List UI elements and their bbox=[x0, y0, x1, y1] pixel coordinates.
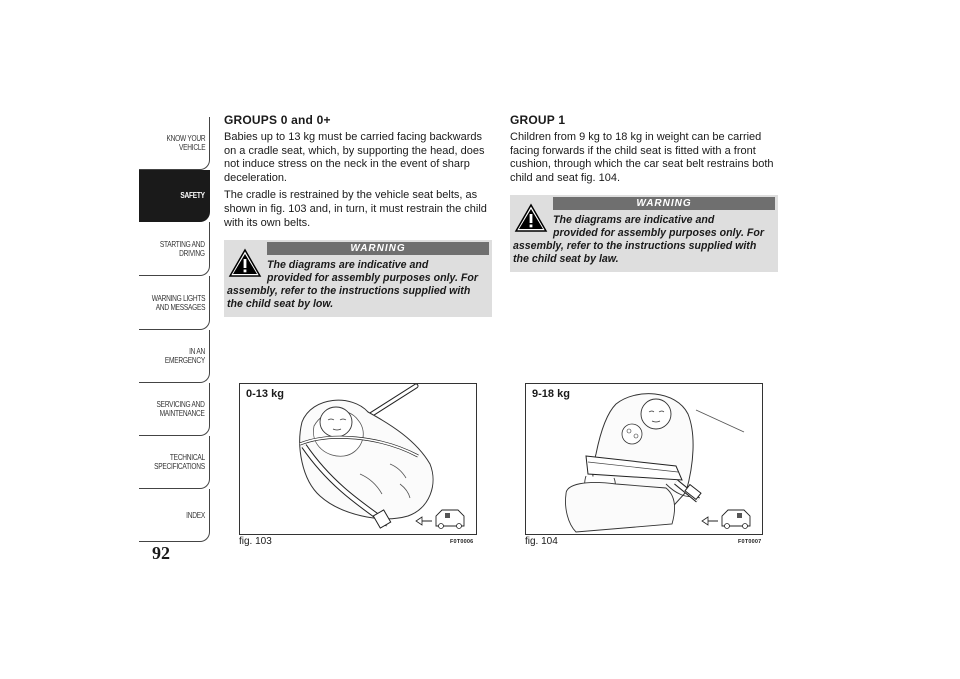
figure-code: F0T0006 bbox=[450, 539, 474, 545]
tab-index[interactable] bbox=[139, 489, 210, 542]
tab-label: STARTING AND DRIVING bbox=[160, 239, 205, 258]
warning-title: WARNING bbox=[267, 242, 489, 255]
figure-weight-label: 0-13 kg bbox=[246, 388, 284, 400]
figure-caption: fig. 104 bbox=[525, 536, 558, 547]
cradle-seat-illustration bbox=[240, 384, 476, 534]
warning-box bbox=[510, 195, 778, 272]
warning-line: provided for assembly purposes only. For bbox=[267, 272, 478, 285]
warning-box bbox=[224, 240, 492, 317]
section-heading: GROUPS 0 and 0+ bbox=[224, 113, 331, 127]
paragraph: Babies up to 13 kg must be carried facing backwards on a cradle seat, which, by supporting the head, does not induce stress on the neck in the event of sharp deceleration. bbox=[224, 131, 485, 184]
tab-label: IN AN EMERGENCY bbox=[164, 347, 205, 365]
warning-text bbox=[227, 259, 489, 311]
figure-104 bbox=[525, 383, 763, 535]
left-column bbox=[224, 113, 492, 317]
tab-in-an-emergency[interactable] bbox=[139, 330, 210, 383]
warning-line: assembly, refer to the instructions supplied with the child seat by low. bbox=[227, 285, 471, 311]
page-number: 92 bbox=[152, 543, 170, 563]
tab-label: WARNING LIGHTS AND MESSAGES bbox=[151, 293, 205, 312]
warning-line: provided for assembly purposes only. For bbox=[553, 227, 764, 240]
tab-know-your-vehicle[interactable] bbox=[139, 117, 210, 170]
tab-servicing[interactable] bbox=[139, 383, 210, 436]
tab-safety[interactable] bbox=[139, 170, 210, 222]
warning-title: WARNING bbox=[553, 197, 775, 210]
forward-seat-illustration bbox=[526, 384, 762, 534]
figure-caption: fig. 103 bbox=[239, 536, 272, 547]
warning-line: The diagrams are indicative and bbox=[267, 259, 429, 272]
tab-label: KNOW YOUR VEHICLE bbox=[166, 134, 205, 152]
right-column bbox=[510, 113, 778, 272]
figure-code: F0T0007 bbox=[738, 539, 762, 545]
warning-triangle-icon bbox=[514, 203, 548, 233]
tab-label: SAFETY bbox=[180, 191, 205, 200]
paragraph: Children from 9 kg to 18 kg in weight can be carried facing forwards if the child seat is fitted with a front cushion, through which the car seat belt restrains both child and seat fig. 104. bbox=[510, 131, 774, 184]
warning-line: assembly, refer to the instructions supplied with the child seat by law. bbox=[513, 240, 757, 266]
tab-technical-specifications[interactable] bbox=[139, 436, 210, 489]
figure-weight-label: 9-18 kg bbox=[532, 388, 570, 400]
section-heading: GROUP 1 bbox=[510, 113, 566, 127]
warning-triangle-icon bbox=[228, 248, 262, 278]
figure-103 bbox=[239, 383, 477, 535]
tab-label: TECHNICAL SPECIFICATIONS bbox=[154, 453, 205, 471]
paragraph: The cradle is restrained by the vehicle seat belts, as shown in fig. 103 and, in turn, it must restrain the child with its own belts. bbox=[224, 189, 487, 229]
tab-label: SERVICING AND MAINTENANCE bbox=[156, 400, 205, 418]
warning-line: The diagrams are indicative and bbox=[553, 214, 715, 227]
tab-starting-and-driving[interactable] bbox=[139, 222, 210, 276]
warning-text bbox=[513, 214, 775, 266]
tab-label: INDEX bbox=[186, 510, 205, 520]
tab-warning-lights[interactable] bbox=[139, 276, 210, 330]
